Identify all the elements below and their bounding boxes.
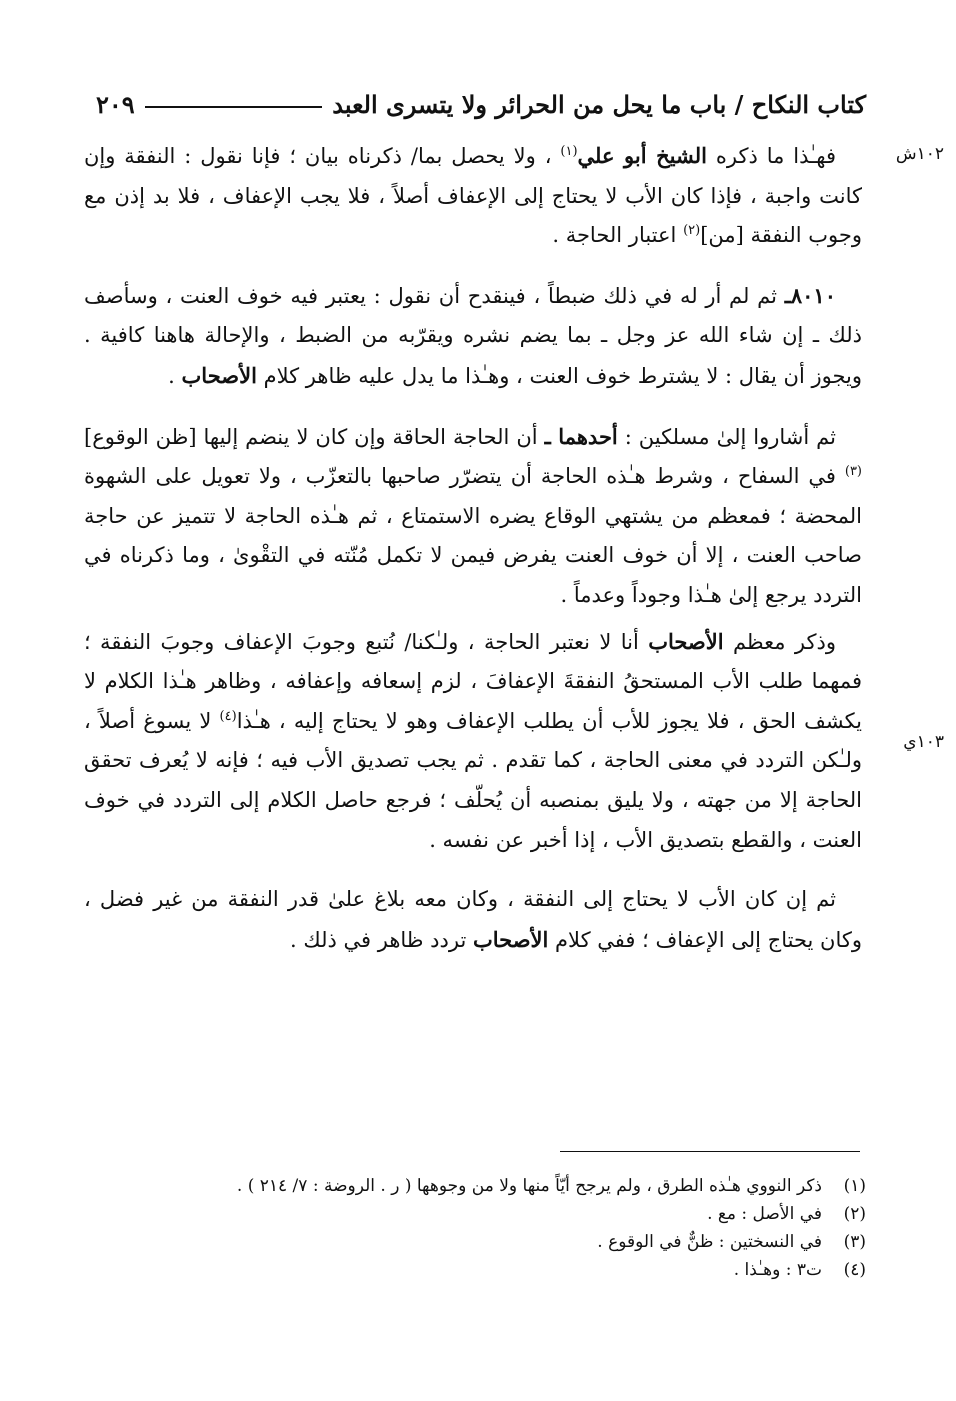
main-text (84, 136, 862, 980)
paragraph-1 (84, 136, 862, 256)
footnote-number: (٢) (843, 1204, 866, 1224)
text-run: اعتبار الحاجة . (552, 223, 684, 248)
paragraph-3 (84, 417, 862, 616)
footnote-text: في النسختين : ظنٌّ في الوقوع . (597, 1232, 822, 1252)
footnote (96, 1172, 866, 1200)
footnote-ref: (٣) (844, 464, 862, 480)
text-run: ثم لم أر له في ذلك ضبطاً ، فينقدح أن نقول : يعتبر فيه خوف العنت ، وسأصف ذلك ـ إن شاء الله عز وجل ـ بما يضم نشره ويقرّبه من الضبط ، والإحالة هاهنا كافية . ويجوز أن يقال : لا يشترط خوف العنت ، وهـٰذا ما يدل عليه ظاهر كلام (84, 283, 862, 388)
footnote-ref: (٢) (683, 223, 701, 239)
footnote-number: (٣) (843, 1232, 866, 1252)
footnote-text: ت٣ : وهـٰذا . (733, 1260, 822, 1280)
text-run: فهـٰذا ما ذكره (706, 144, 836, 168)
margin-note-folio-102: ١٠٢ش (895, 144, 944, 164)
paragraph-2 (84, 276, 862, 397)
text-run: ثم إن كان الأب لا يحتاج إلى النفقة ، وكان معه بلاغ علىٰ قدر النفقة من غير فضل ، وكان يحتاج إلى الإعفاف ؛ ففي كلام (84, 887, 862, 952)
running-header (96, 84, 866, 124)
bold-run: الشيخ أبو علي (577, 143, 707, 168)
footnote-ref: (١) (560, 144, 578, 159)
footnote-text: في الأصل : مع . (707, 1204, 822, 1224)
page-number: ٢٠٩ (96, 89, 135, 119)
footnote-ref: (٤) (219, 708, 237, 724)
bold-run: الأصحاب (473, 926, 549, 952)
bold-run: الأصحاب (181, 362, 257, 388)
bold-run: أحدهما ـ (544, 423, 618, 449)
footnote-separator (560, 1151, 860, 1152)
text-run: ثم أشاروا إلىٰ مسلكين : (617, 424, 836, 449)
text-run: لا يسوغ أصلاً ، ولـٰكن التردد في معنى الحاجة ، كما تقدم . ثم يجب تصديق الأب فيه ؛ فإنه لا يُعرف تحقق الحاجة إلا من جهته ، ولا يليق بمنصبه أن يُحلّف ؛ فرجع حاصل الكلام إلى التردد في خوف العنت ، والقطع بتصديق الأب ، إذا أخبر عن نفسه . (84, 708, 862, 852)
text-run: أنا لا نعتبر الحاجة ، ولـٰكنا/ نُتبع وجوبَ الإعفاف وجوبَ النفقة ؛ فمهما طلب الأب المستحقُ النفقةَ الإعفافَ ، لزم إسعافه وإعفافه ، وظاهر هـٰذا الكلام لا يكشف الحق ، فلا يجوز للأب أن يطلب الإعفاف وهو لا يحتاج إليه ، هـٰذا (84, 629, 863, 733)
footnotes (96, 1172, 866, 1284)
footnote (96, 1200, 866, 1228)
footnote (96, 1228, 866, 1256)
footnote-number: (١) (843, 1176, 866, 1196)
footnote-number: (٤) (843, 1260, 866, 1280)
header-title: كتاب النكاح / باب ما يحل من الحرائر ولا يتسرى العبد (332, 89, 866, 119)
text-run: تردد ظاهر في ذلك . (290, 927, 473, 952)
text-run: أن الحاجة الحاقة وإن كان لا ينضم إليها [ظن الوقوع] (84, 424, 545, 449)
paragraph-4 (84, 622, 862, 861)
bold-run: الأصحاب (648, 628, 724, 654)
margin-note-folio-103: ١٠٣ي (903, 732, 944, 752)
text-run: ، ولا يحصل بما/ ذكرناه بيان ؛ فإنا نقول : النفقة وإن كانت واجبة ، فإذا كان الأب لا يحتاج إلى الإعفاف أصلاً ، فلا يجب الإعفاف ، فلا بد إذن مع وجوب النفقة [من] (84, 144, 862, 248)
footnote (96, 1256, 866, 1284)
text-run: في السفاح ، وشرط هـٰذه الحاجة أن يتضرّر صاحبها بالتعزّب ، ولا تعويل على الشهوة المحضة ؛ فمعظم من يشتهي الوقاع يضره الاستمتاع ، ثم هـٰذه الحاجة لا تتميز عن حاجة صاحب العنت ، إلا أن خوف العنت يفرض فيمن لا تكمل مُنّته في التقْوىٰ ، وما ذكرناه في التردد يرجع إلىٰ هـٰذا وجوداً وعدماً . (84, 464, 862, 607)
paragraph-5 (84, 880, 862, 960)
text-run: . (168, 363, 182, 388)
footnote-text: ذكر النووي هـٰذه الطرق ، ولم يرجح أيّاً منها ولا من وجوهها ( ر . الروضة : ٧/ ٢١٤ ) . (236, 1176, 822, 1196)
header-rule (145, 106, 323, 108)
text-run: وذكر معظم (723, 629, 836, 654)
paragraph-number: ٨٠١٠ـ (784, 282, 836, 308)
